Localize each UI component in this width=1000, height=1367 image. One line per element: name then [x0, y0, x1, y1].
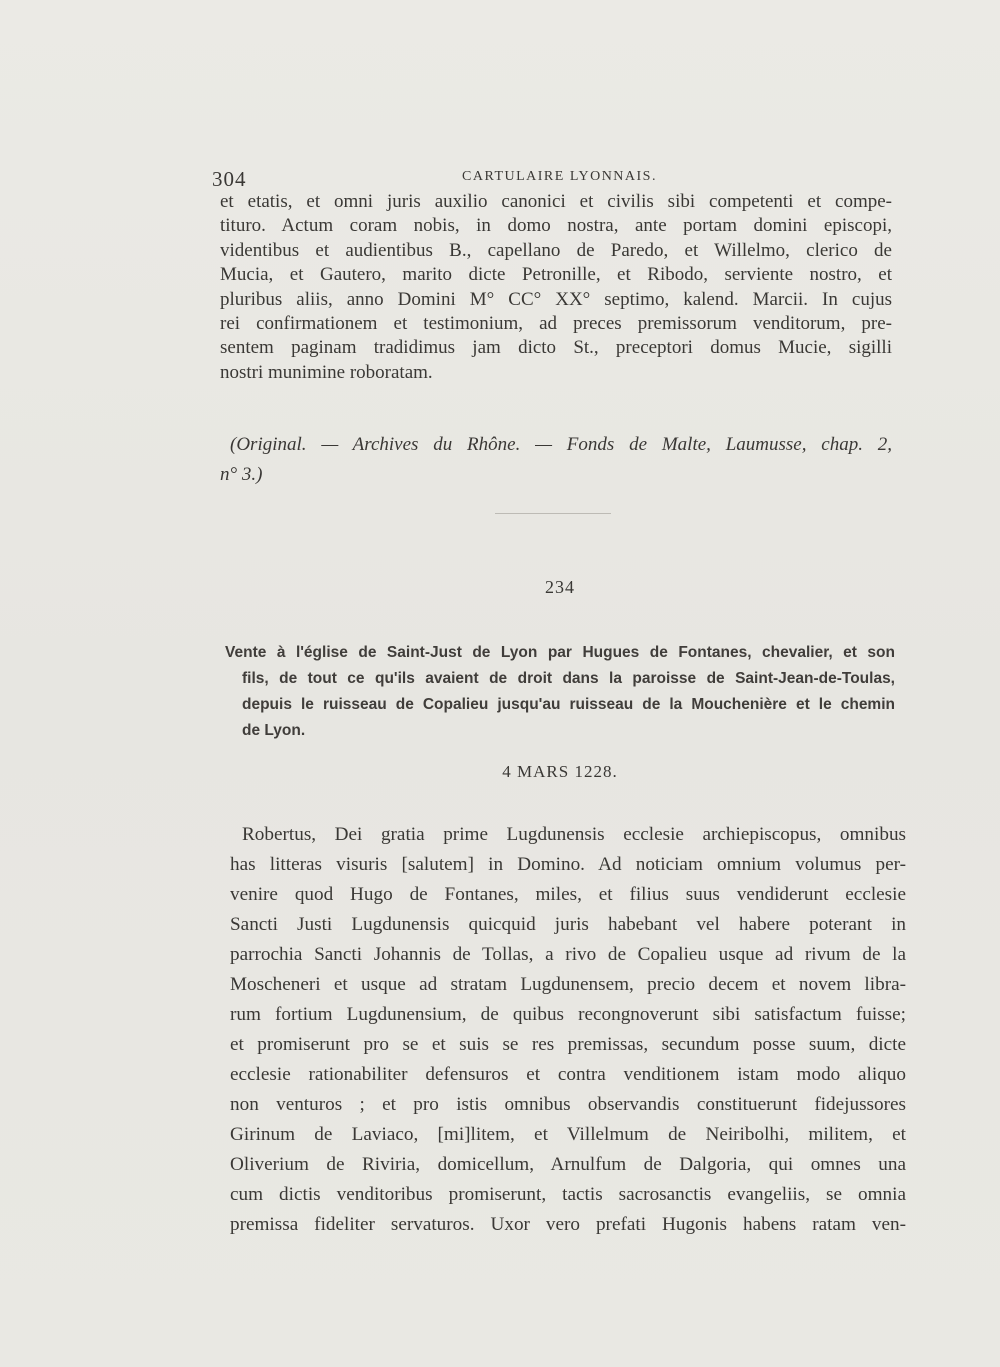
- text-line: sentem paginam tradidimus jam dicto St., preceptori domus Mucie, sigilli: [220, 337, 892, 359]
- text-line: et etatis, et omni juris auxilio canonici et civilis sibi competenti et compe-: [220, 191, 892, 212]
- body-line: venire quod Hugo de Fontanes, miles, et filius suus vendiderunt ecclesie: [230, 884, 906, 905]
- document-summary: [225, 640, 895, 744]
- running-title: CARTULAIRE LYONNAIS.: [462, 169, 657, 184]
- body-line: Sancti Justi Lugdunensis quicquid juris habebant vel habere poterant in: [230, 914, 906, 935]
- text-line: rei confirmationem et testimonium, ad preces premissorum venditorum, pre-: [220, 313, 892, 335]
- document-body: [230, 820, 906, 1240]
- body-line: rum fortium Lugdunensium, de quibus recongnoverunt sibi satisfactum fuisse;: [230, 1004, 906, 1025]
- source-line: (Original. — Archives du Rhône. — Fonds de Malte, Laumusse, chap. 2,: [230, 434, 892, 455]
- page-number: 304: [212, 167, 247, 191]
- running-head: [212, 165, 892, 189]
- body-line: parrochia Sancti Johannis de Tollas, a rivo de Copalieu usque ad rivum de la: [230, 944, 906, 965]
- document-date: 4 MARS 1228.: [502, 762, 618, 781]
- text-line: tituro. Actum coram nobis, in domo nostra, ante portam domini episcopi,: [220, 215, 892, 237]
- body-line: Oliverium de Riviria, domicellum, Arnulfum de Dalgoria, qui omnes una: [230, 1154, 906, 1175]
- source-line: n° 3.): [220, 464, 263, 485]
- text-line: pluribus aliis, anno Domini M° CC° XX° septimo, kalend. Marcii. In cujus: [220, 288, 892, 310]
- body-line: cum dictis venditoribus promiserunt, tactis sacrosanctis evangeliis, se omnia: [230, 1184, 906, 1205]
- body-line: Robertus, Dei gratia prime Lugdunensis ecclesie archiepiscopus, omnibus: [242, 824, 906, 845]
- body-line: premissa fideliter servaturos. Uxor vero prefati Hugonis habens ratam ven-: [230, 1214, 906, 1235]
- continuation-paragraph: [220, 190, 892, 385]
- body-line: ecclesie rationabiliter defensuros et contra venditionem istam modo aliquo: [230, 1064, 906, 1085]
- summary-line: Vente à l'église de Saint-Just de Lyon par Hugues de Fontanes, chevalier, et son: [225, 644, 895, 661]
- body-line: et promiserunt pro se et suis se res premissas, secundum posse suum, dicte: [230, 1034, 906, 1055]
- source-note: [220, 430, 892, 490]
- text-line: videntibus et audientibus B., capellano de Paredo, et Willelmo, clerico de: [220, 239, 892, 261]
- body-line: Girinum de Laviaco, [mi]litem, et Villelmum de Neiribolhi, militem, et: [230, 1124, 906, 1145]
- summary-line: depuis le ruisseau de Copalieu jusqu'au ruisseau de la Mouchenière et le chemin: [242, 696, 895, 713]
- text-line: Mucia, et Gautero, marito dicte Petronille, et Ribodo, serviente nostro, et: [220, 264, 892, 286]
- body-line: Moscheneri et usque ad stratam Lugdunensem, precio decem et novem libra-: [230, 974, 906, 995]
- summary-line: de Lyon.: [242, 722, 306, 739]
- body-line: has litteras visuris [salutem] in Domino. Ad noticiam omnium volumus per-: [230, 854, 906, 875]
- body-line: non venturos ; et pro istis omnibus observandis constituerunt fidejussores: [230, 1094, 906, 1115]
- document-number: 234: [545, 577, 575, 597]
- section-divider: [495, 513, 611, 514]
- text-line: nostri munimine roboratam.: [220, 361, 433, 383]
- summary-line: fils, de tout ce qu'ils avaient de droit dans la paroisse de Saint-Jean-de-Toulas,: [242, 670, 895, 687]
